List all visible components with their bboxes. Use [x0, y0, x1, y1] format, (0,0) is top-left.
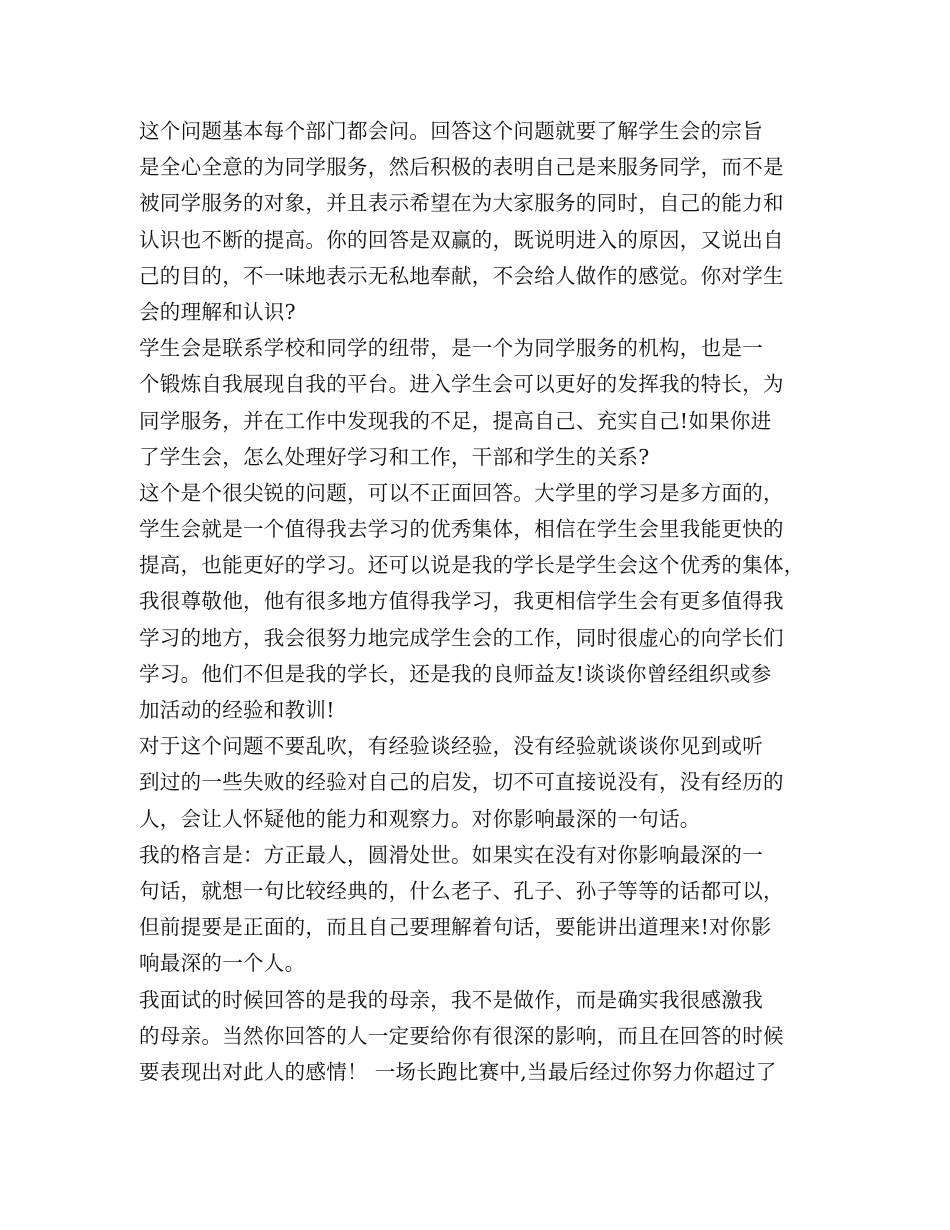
text-line: 到过的一些失败的经验对自己的启发，切不可直接说没有，没有经历的: [139, 770, 784, 795]
text-line: 个锻炼自我展现自我的平台。进入学生会可以更好的发挥我的特长，为: [139, 372, 784, 397]
text-line: 认识也不断的提高。你的回答是双赢的，既说明进入的原因，又说出自: [139, 227, 784, 252]
text-line: 但前提要是正面的，而且自己要理解着句话，要能讲出道理来!对你影: [139, 915, 772, 940]
text-line: 会的理解和认识?: [139, 299, 296, 324]
text-line: 的母亲。当然你回答的人一定要给你有很深的影响，而且在回答的时候: [139, 1023, 784, 1048]
text-line: 我面试的时候回答的是我的母亲，我不是做作，而是确实我很感激我: [139, 987, 763, 1012]
text-line: 我的格言是：方正最人，圆滑处世。如果实在没有对你影响最深的一: [139, 842, 763, 867]
text-line: 这个是个很尖锐的问题，可以不正面回答。大学里的学习是多方面的，: [139, 480, 784, 505]
text-line: 学生会是联系学校和同学的纽带，是一个为同学服务的机构，也是一: [139, 336, 763, 361]
text-line: 了学生会，怎么处理好学习和工作，干部和学生的关系?: [139, 444, 650, 469]
text-line: 人，会让人怀疑他的能力和观察力。对你影响最深的一句话。: [139, 806, 701, 831]
text-line: 我很尊敬他，他有很多地方值得我学习，我更相信学生会有更多值得我: [139, 589, 784, 614]
text-line: 句话，就想一句比较经典的，什么老子、孔子、孙子等等的话都可以，: [139, 878, 784, 903]
text-line: 要表现出对此人的感情！ 一场长跑比赛中,当最后经过你努力你超过了: [139, 1059, 777, 1084]
text-line: 对于这个问题不要乱吹，有经验谈经验，没有经验就谈谈你见到或听: [139, 734, 763, 759]
text-line: 学生会就是一个值得我去学习的优秀集体，相信在学生会里我能更快的: [139, 517, 784, 542]
text-line: 是全心全意的为同学服务，然后积极的表明自己是来服务同学，而不是: [139, 155, 784, 180]
text-line: 加活动的经验和教训!: [139, 698, 335, 722]
text-line: 己的目的，不一味地表示无私地奉献，不会给人做作的感觉。你对学生: [139, 263, 784, 288]
text-line: 响最深的一个人。: [139, 951, 306, 976]
document-body: [139, 113, 829, 1090]
text-line: 学习。他们不但是我的学长，还是我的良师益友!谈谈你曾经组织或参: [139, 661, 772, 686]
text-line: 同学服务，并在工作中发现我的不足，提高自己、充实自己!如果你进: [139, 408, 772, 433]
text-line: 这个问题基本每个部门都会问。回答这个问题就要了解学生会的宗旨: [139, 119, 763, 143]
text-line: 提高，也能更好的学习。还可以说是我的学长是学生会这个优秀的集体，: [139, 553, 805, 578]
text-line: 学习的地方，我会很努力地完成学生会的工作，同时很虚心的向学长们: [139, 625, 784, 650]
text-line: 被同学服务的对象，并且表示希望在为大家服务的同时，自己的能力和: [139, 191, 784, 216]
